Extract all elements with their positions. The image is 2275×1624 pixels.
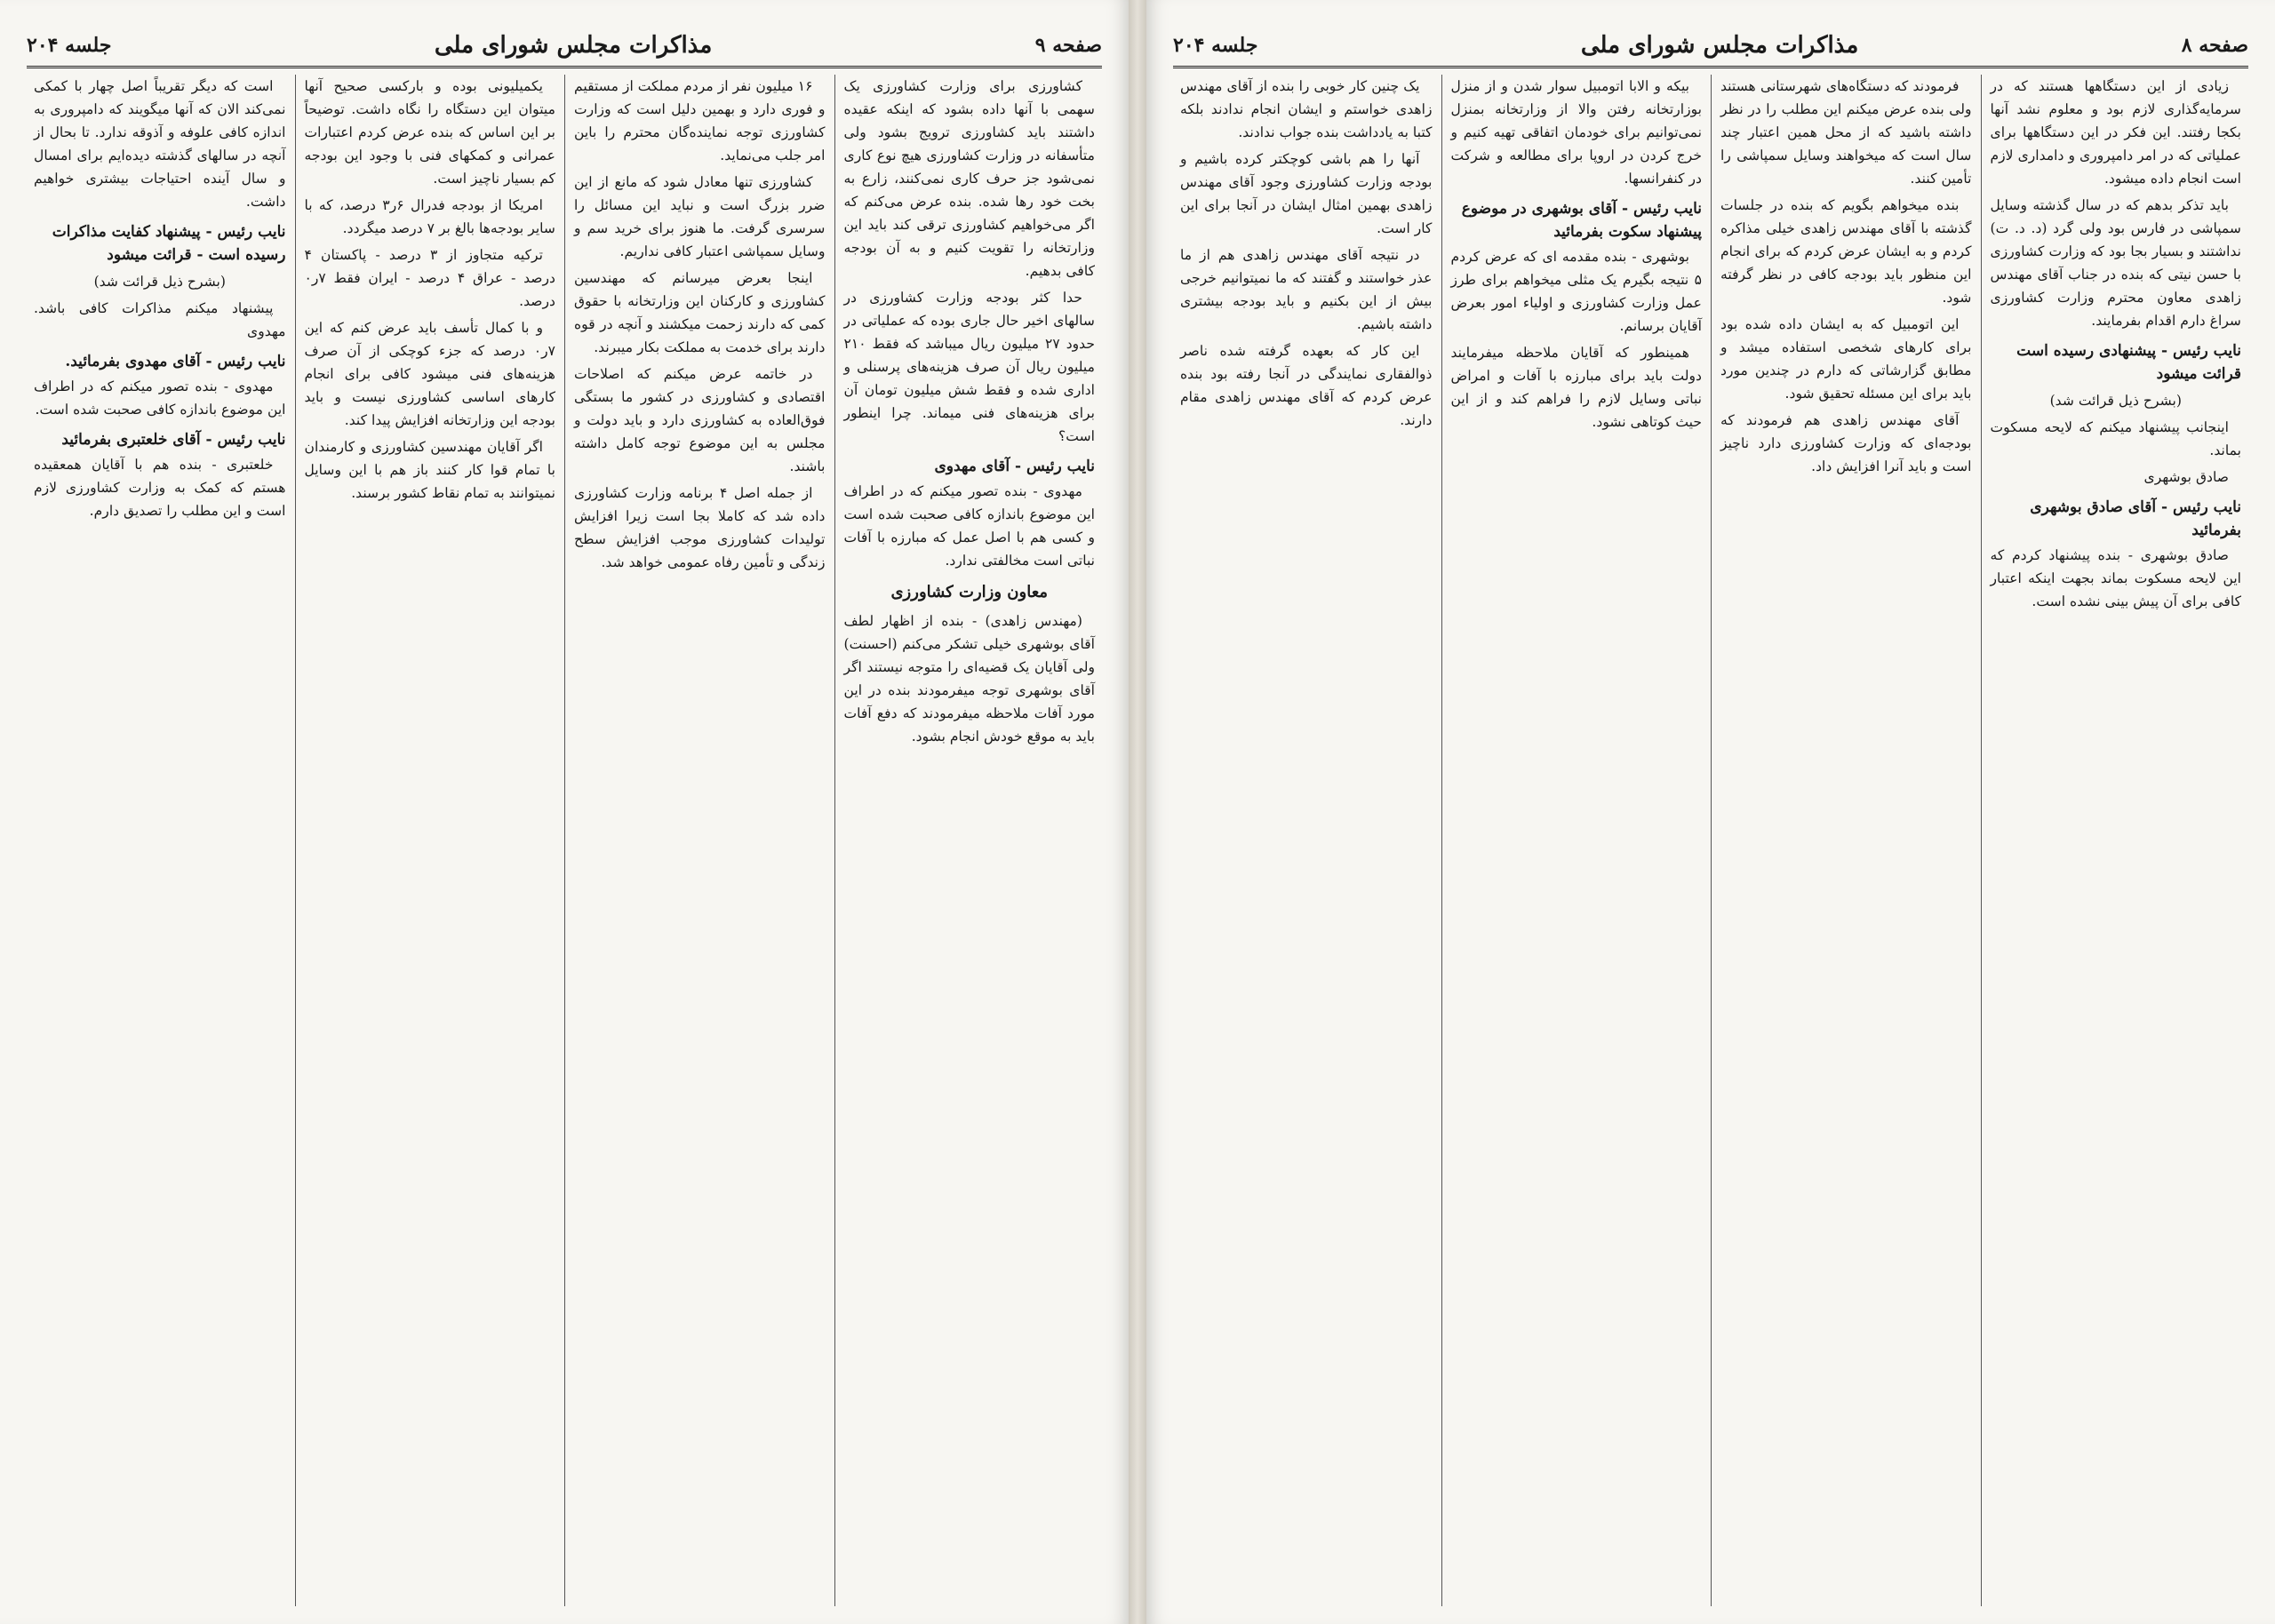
paragraph: و با کمال تأسف باید عرض کنم که این ۷ر۰ درصد که جزء کوچکی از آن صرف هزینه‌های فنی میشود کافی برای انجام کارهای اساسی کشاورزی نیست و باید بودجه این وزارتخانه افزایش پیدا کند. — [304, 320, 555, 428]
note-text: (بشرح ذیل قرائت شد) — [93, 274, 226, 290]
note-text: (بشرح ذیل قرائت شد) — [2049, 393, 2182, 409]
paragraph: امریکا از بودجه فدرال ۶ر۳ درصد، که با سایر بودجه‌ها بالغ بر ۷ درصد میگردد. — [304, 197, 555, 236]
left-page — [0, 0, 1129, 1624]
right-page-header — [1173, 25, 2248, 68]
left-page-columns — [25, 75, 1104, 1606]
paragraph: ۱۶ میلیون نفر از مردم مملکت از مستقیم و فوری دارد و بهمین دلیل است که وزارت کشاورزی توجه نماینده‌گان محترم را باین امر جلب می‌نماید. — [574, 78, 826, 163]
column — [564, 75, 834, 1606]
paragraph: اینجا بعرض میرسانم که مهندسین کشاورزی و کارکنان این وزارتخانه با حقوق کمی که دارند زحمت میکشند و آنچه در قوه دارند برای خدمت به مملکت بکار میبرند. — [574, 270, 826, 355]
speaker-heading: نایب رئیس - آقای خلعتبری بفرمائید — [61, 431, 286, 449]
paragraph: مهدوی - بنده تصور میکنم که در اطراف این موضوع باندازه کافی صحبت شده است و کسی هم با اصل عمل که مبارزه با آفات نباتی است مخالفتی ندارد. — [843, 483, 1095, 569]
column — [295, 75, 565, 1606]
paragraph: کشاورزی برای وزارت کشاورزی یک سهمی با آنها داده بشود که اینکه عقیده داشتند باید کشاورزی ترویج بشود ولی متأسفانه در وزارت کشاورزی هیچ نوع کاری نمی‌شود جز حرف کاری نمی‌کنند، زارع به بخت خود رها شده. بنده عرض می‌کنم که اگر می‌خواهیم کشاورزی ترقی کند باید این وزارتخانه را تقویت کنیم و به آن بودجه کافی بدهیم. — [843, 78, 1095, 279]
left-page-number: صفحه ۹ — [1034, 34, 1102, 57]
paragraph: است که دیگر تقریباً اصل چهار با کمکی نمی‌کند الان که آنها میگویند که دامپروری به اندازه کافی علوفه و آذوقه ندارد. تا بحال از آنچه در سالهای گذشته دیده‌ایم برای امسال و سال آینده احتیاجات بیشتری خواهیم داشت. — [34, 78, 286, 210]
paragraph: مهدوی - بنده تصور میکنم که در اطراف این موضوع باندازه کافی صحبت شده است. — [34, 378, 286, 418]
paragraph: بیکه و الابا اتومبیل سوار شدن و از منزل بوزارتخانه رفتن والا از وزارتخانه بمنزل نمی‌توانیم برای خودمان اتفاقی تهیه کنیم و خرج کردن در اروپا برای مطالعه و شرکت در کنفرانسها. — [1450, 78, 1702, 187]
paragraph: بوشهری - بنده مقدمه ای که عرض کردم ۵ نتیجه بگیرم یک مثلی میخواهم برای طرز عمل وزارت کشاورزی و اولیاء امور بعرض آقایان برسانم. — [1450, 249, 1702, 334]
paragraph: (مهندس زاهدی) - بنده از اظهار لطف آقای بوشهری خیلی تشکر می‌کنم (احسنت) ولی آقایان یک قضیه‌ای را متوجه نیستند اگر آقای بوشهری توجه میفرمودند بنده در این مورد آفات ملاحظه میفرمودند که دفع آفات باید به موقع خودش انجام بشود. — [843, 613, 1095, 744]
left-page-session: جلسه ۲۰۴ — [27, 34, 112, 57]
paragraph: یک چنین کار خوبی را بنده از آقای مهندس زاهدی خواستم و ایشان انجام ندادند بلکه کتبا به یادداشت بنده جواب ندادند. — [1180, 78, 1433, 140]
paragraph: کشاورزی تنها معادل شود که مانع از این ضرر بزرگ است و نباید این مسائل را سرسری گرفت. ما هنوز برای خرید سم و وسایل سمپاشی اعتبار کافی نداریم. — [574, 174, 826, 259]
paragraph: زیادی از این دستگاهها هستند که در سرمایه‌گذاری لازم بود و معلوم نشد آنها بکجا رفتند. این فکر در این دستگاهها برای عملیاتی که در امر دامپروری و دامداری لازم است انجام داده میشود. — [1990, 78, 2241, 187]
paragraph: یکمیلیونی بوده و بارکسی صحیح آنها میتوان این دستگاه را نگاه داشت. توضیحاً بر این اساس که بنده عرض کردم اعتبارات عمرانی و کمکهای فنی با وجود این بودجه کم بسیار ناچیز است. — [304, 78, 555, 187]
paragraph: این کار که بعهده گرفته شده ناصر ذوالفقاری نمایندگی در آنجا رفته بود بنده عرض کردم که آقای مهندس زاهدی مقام دارند. — [1180, 343, 1433, 428]
paragraph: آنها را هم باشی کوچکتر کرده باشیم و بودجه وزارت کشاورزی وجود آقای مهندس زاهدی بهمین امثال ایشان در آنجا برای این کار است. — [1180, 151, 1433, 236]
paragraph: آقای مهندس زاهدی هم فرمودند که بودجه‌ای که وزارت کشاورزی دارد ناچیز است و باید آنرا افزایش داد. — [1720, 412, 1972, 474]
speaker-heading: نایب رئیس - آقای صادق بوشهری بفرمائید — [2030, 498, 2241, 539]
paragraph: باید تذکر بدهم که در سال گذشته وسایل سمپاشی در فارس بود ولی گرد (د. د. ت) نداشتند و بسیار بجا بود که وزارت کشاورزی با حسن نیتی که بنده در جناب آقای مهندس زاهدی معاون محترم وزارت کشاورزی سراغ دارم اقدام بفرمایند. — [1990, 197, 2241, 329]
paragraph: در نتیجه آقای مهندس زاهدی هم از ما عذر خواستند و گفتند که ما نمیتوانیم خرجی بیش از این بکنیم و باید بودجه بیشتری داشته باشیم. — [1180, 247, 1433, 332]
speaker-heading: نایب رئیس - آقای مهدوی — [934, 458, 1095, 475]
right-page-title: مذاکرات مجلس شورای ملی — [1580, 32, 1859, 59]
paragraph: صادق بوشهری - بنده پیشنهاد کردم که این لایحه مسکوت بماند بجهت اینکه اعتبار کافی برای آن پیش بینی نشده است. — [1990, 547, 2241, 609]
column — [1711, 75, 1981, 1606]
paragraph: در خاتمه عرض میکنم که اصلاحات اقتصادی و کشاورزی در کشور ما بستگی فوق‌العاده به کشاورزی دارد و باید دولت و مجلس به این موضوع توجه کامل داشته باشند. — [574, 366, 826, 474]
right-page-columns — [1171, 75, 2250, 1606]
paragraph: حدا کثر بودجه وزارت کشاورزی در سالهای اخیر حال جاری بوده که عملیاتی در حدود ۲۷ میلیون ریال میباشد که فقط ۲۱۰ میلیون ریال آن صرف هزینه‌های پرسنلی و اداری شده و فقط شش میلیون تومان آن برای هزینه‌های فنی میماند. چرا اینطور است؟ — [843, 290, 1095, 444]
left-page-title: مذاکرات مجلس شورای ملی — [434, 32, 713, 59]
column — [1441, 75, 1712, 1606]
right-page-number: صفحه ۸ — [2181, 34, 2248, 57]
right-page — [1146, 0, 2275, 1624]
paragraph: همینطور که آقایان ملاحظه میفرمایند دولت باید برای مبارزه با آفات و امراض نباتی وسایل لازم را فراهم کند و از این حیث کوتاهی نشود. — [1450, 345, 1702, 430]
left-page-header — [27, 25, 1102, 68]
column — [1171, 75, 1441, 1606]
column — [1981, 75, 2251, 1606]
paragraph: این اتومبیل که به ایشان داده شده بود برای کارهای شخصی استفاده میشد و مطابق گزارشاتی که دارم در چندین مورد باید برای این مسئله تحقیق شود. — [1720, 316, 1972, 402]
paragraph: بنده میخواهم بگویم که بنده در جلسات گذشته با آقای مهندس زاهدی خیلی مذاکره کردم و به ایشان عرض کردم که برای انجام این منظور باید بودجه کافی در نظر گرفته شود. — [1720, 197, 1972, 306]
speaker-heading: نایب رئیس - آقای مهدوی بفرمائید. — [65, 353, 286, 370]
paragraph: ترکیه متجاوز از ۳ درصد - پاکستان ۴ درصد - عراق ۴ درصد - ایران فقط ۷ر۰ درصد. — [304, 247, 555, 309]
column — [834, 75, 1105, 1606]
right-page-session: جلسه ۲۰۴ — [1173, 34, 1258, 57]
paragraph: صادق بوشهری — [2143, 469, 2229, 485]
book-gutter — [1129, 0, 1146, 1624]
paragraph: اگر آقایان مهندسین کشاورزی و کارمندان با تمام قوا کار کنند باز هم با این وسایل نمیتوانند به تمام نقاط کشور برسند. — [304, 439, 555, 501]
paragraph: از جمله اصل ۴ برنامه وزارت کشاورزی داده شد که کاملا بجا است زیرا افزایش تولیدات کشاورزی موجب افزایش سطح زندگی و تأمین رفاه عمومی خواهد شد. — [574, 485, 826, 570]
section-heading: معاون وزارت کشاورزی — [890, 583, 1049, 601]
speaker-heading: نایب رئیس - آقای بوشهری در موضوع پیشنهاد سکوت بفرمائید — [1461, 200, 1702, 241]
paragraph: اینجانب پیشنهاد میکنم که لایحه مسکوت بماند. — [1990, 419, 2241, 458]
paragraph: فرمودند که دستگاه‌های شهرستانی هستند ولی بنده عرض میکنم این مطلب را در نظر داشته باشید که از محل همین اعتبار چند سال است که میخواهند وسایل سمپاشی را تأمین کنند. — [1720, 78, 1972, 187]
speaker-heading: نایب رئیس - پیشنهاد کفایت مذاکرات رسیده است - قرائت میشود — [52, 223, 286, 264]
speaker-heading: نایب رئیس - پیشنهادی رسیده است قرائت میشود — [2016, 342, 2241, 383]
paragraph: خلعتبری - بنده هم با آقایان همعقیده هستم که کمک به وزارت کشاورزی لازم است و این مطلب را تصدیق دارم. — [34, 457, 286, 519]
paragraph: پیشنهاد میکنم مذاکرات کافی باشد. مهدوی — [34, 300, 286, 339]
column — [25, 75, 295, 1606]
